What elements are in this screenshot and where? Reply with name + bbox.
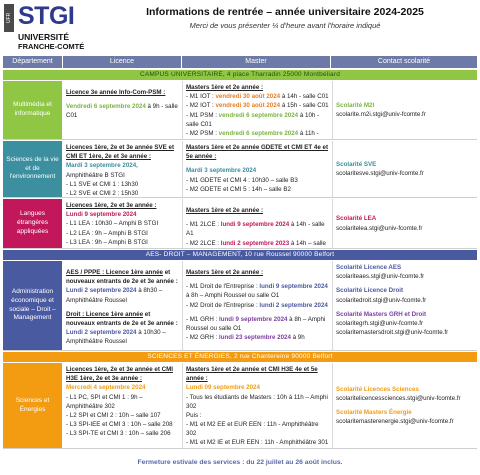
contact-name: Scolarité M2I <box>336 101 375 109</box>
licence-line: - L2 LEA : 9h – Amphi B STGI <box>66 229 148 237</box>
contact-name: Scolarité Masters GRH et Droit <box>336 310 427 318</box>
master-line-details: à 14h - salle A1 <box>186 221 325 238</box>
licence-aes-date: Lundi 2 septembre 2024 <box>66 287 137 295</box>
licence-droit-text: et nouveaux entrants de 2e et 3e année : <box>66 310 178 327</box>
master-title: Masters 1ère et 2e année et CMI H3E 4e et 5e année : <box>186 366 318 383</box>
contact-name: Scolarité Licences Sciences <box>336 385 419 393</box>
licence-aes-text: et nouveaux entrants de 2e et 3e année : <box>66 269 178 286</box>
master-line: - M1 GDETE et CMI 4 : 10h30 – salle B3 <box>186 176 298 184</box>
licence-droit-date: Lundi 2 septembre 2024 <box>66 329 137 337</box>
licence-droit-details: à 10h30 – Amphithéâtre Roussel <box>66 329 166 346</box>
contact-email-link[interactable]: scolaritelicencessciences.stgi@univ-fcomte.fr <box>336 394 461 402</box>
table-row-adm <box>3 261 477 351</box>
licence-details: à 9h - salle C01 <box>66 103 178 120</box>
section-band-energies: SCIENCES ET ÉNERGIES, 2 rue Chantereine 90000 Belfort <box>3 352 477 362</box>
licence-droit-title: Droit : Licence 1ère année <box>66 310 144 318</box>
licence-aes-title: AES / PPPE : Licence 1ère année <box>66 269 163 276</box>
master-line-label: - M1 IOT : <box>186 93 216 101</box>
licence-line: - L3 LEA : 9h – Amphi B STGI <box>66 238 148 246</box>
master-line-details: à 15h - salle C01 <box>280 102 329 110</box>
master-line-label: - M1 GRH : <box>186 315 220 323</box>
master-line-label: - M2 IOT : <box>186 102 216 110</box>
master-line-details: à 10h - salle C01 <box>186 111 320 128</box>
header <box>0 0 480 56</box>
master-line-details: à 8h – Amphi Roussel ou salle O1 <box>186 315 326 332</box>
master-date: Mardi 3 septembre 2024 <box>186 167 257 175</box>
contact-email-link[interactable]: scolarite.m2i.stgi@univ-fcomte.fr <box>336 111 426 118</box>
master-line-date: vendredi 6 septembre 2024 <box>218 111 299 119</box>
column-header-master: Master <box>182 56 330 68</box>
contact-email-link[interactable]: scolaritegrh.stgi@univ-fcomte.fr <box>336 319 424 327</box>
master-line-label: - M1 PSM : <box>186 111 219 119</box>
contact-name: Scolarité Masters Énergie <box>336 409 412 416</box>
master-title: Masters 1ère et 2e année GDETE et CMI ET 4e et 5e année : <box>186 144 329 161</box>
master-line-details: à 8h – Amphi Roussel ou salle O1 <box>186 292 280 300</box>
licence-line: - L1 PC, SPI et CMI 1 : 9h – Amphithéâtre 302 <box>66 393 143 410</box>
dept-cell-lea: Langues étrangères appliquées <box>3 199 62 248</box>
contact-cell-mmi <box>333 81 477 139</box>
contact-name: Scolarité Licence AES <box>336 264 402 271</box>
contact-cell-sve <box>333 141 477 197</box>
master-line-date: lundi 9 septembre 2024 <box>259 283 328 291</box>
master-line-date: vendredi 30 août 2024 <box>215 102 281 110</box>
master-line-date: lundi 23 septembre 2024 <box>219 334 291 342</box>
master-puis: Puis : <box>186 411 202 419</box>
master-line: - M1 et M2 EE et EUR EEN : 11h - Amphithéâtre 302 <box>186 421 319 438</box>
licence-line: - L1 SVE et CMI 1 : 13h30 <box>66 180 139 188</box>
licence-line: - L1 LEA : 10h30 – Amphi B STGI <box>66 220 159 228</box>
contact-cell-adm <box>333 261 477 350</box>
master-line-label: - M2 Droit de l'Entreprise : <box>186 301 260 309</box>
master-line-date: lundi 2 septembre 2023 <box>220 239 290 247</box>
licence-line: - L3 SPI-IEE et CMI 3 : 10h – salle 208 <box>66 421 173 429</box>
contact-email-link[interactable]: scolaritesve.stgi@univ-fcomte.fr <box>336 170 424 177</box>
dept-cell-sve: Sciences de la vie et de l'environnement <box>3 141 62 197</box>
licence-title: Licences 1ère, 2e et 3e année et CMI H3E 1ère, 2e et 3e année : <box>66 366 173 383</box>
contact-email-link[interactable]: scolaritedroit.stgi@univ-fcomte.fr <box>336 296 427 304</box>
licence-cell-mmi <box>63 81 182 139</box>
master-line-date: lundi 2 septembre 2024 <box>259 301 328 309</box>
master-date: Lundi 09 septembre 2024 <box>186 384 260 392</box>
master-title: Masters 1ère et 2e année : <box>186 269 264 276</box>
master-cell-lea <box>183 199 332 248</box>
licence-line: - L2 SVE et CMI 2 : 15h30 <box>66 189 139 197</box>
table-row-sve <box>3 141 477 198</box>
column-header-licence: Licence <box>63 56 181 68</box>
master-line-label: - M2 2LCE : <box>186 239 221 247</box>
master-line-details: à 14h - salle C01 <box>280 93 329 101</box>
master-cell-mmi <box>183 81 332 139</box>
master-cell-adm <box>183 261 332 350</box>
contact-email-link[interactable]: scolaritemasterenergie.stgi@univ-fcomte.fr <box>336 418 454 426</box>
logo-ufr: UFR <box>4 4 14 32</box>
licence-date: Mardi 3 septembre 2024, <box>66 162 138 170</box>
licence-title: Licences 1ère, 2e et 3e année SVE et CMI ET 1ère, 2e et 3e année : <box>66 144 175 161</box>
master-line-details: à 9h <box>290 334 305 342</box>
dept-cell-ene: Sciences et Énergies <box>3 363 62 448</box>
page-title: Informations de rentrée – année universitaire 2024-2025 <box>146 6 424 18</box>
table-row-ene <box>3 363 477 449</box>
licence-line: - L3 SPI-TE et CMI 3 : 10h – salle 206 <box>66 430 171 438</box>
dept-cell-mmi: Multimédia et informatique <box>3 81 62 139</box>
contact-name: Scolarité Licence Droit <box>336 287 404 295</box>
contact-email-link[interactable]: scolaritemastersdroit.stgi@univ-fcomte.fr <box>336 329 449 337</box>
column-header-departement: Département <box>3 56 62 68</box>
contact-email-link[interactable]: scolariteaes.stgi@univ-fcomte.fr <box>336 273 425 281</box>
contact-cell-ene <box>333 363 477 448</box>
master-line: - M2 GDETE et CMI 5 : 14h – salle B2 <box>186 185 291 193</box>
licence-place: Amphithéâtre B STGI <box>66 171 125 179</box>
master-line-date: lundi 9 septembre 2024 <box>220 221 290 229</box>
licence-cell-lea <box>63 199 182 248</box>
page-subtitle: Merci de vous présenter ¼ d'heure avant l'horaire indiqué <box>189 21 381 30</box>
footer-notice: Fermeture estivale des services : du 22 juillet au 26 août inclus. <box>137 459 343 466</box>
contact-name: Scolarité LEA <box>336 215 377 223</box>
licence-date: Vendredi 6 septembre 2024 <box>66 103 146 111</box>
column-header-contact: Contact scolarité <box>331 56 477 68</box>
licence-line: - L2 SPI et CMI 2 : 10h – salle 107 <box>66 411 161 419</box>
dept-cell-adm: Administration économique et sociale – Droit – Management <box>3 261 62 350</box>
master-title: Masters 1ère et 2e année : <box>186 207 264 214</box>
master-cell-sve <box>183 141 332 197</box>
university-logo <box>4 4 96 52</box>
master-line-date: vendredi 6 septembre 2024 <box>218 129 299 137</box>
licence-title: Licence 3e année Info-Com-PSM : <box>66 89 166 96</box>
logo-stgi: STGI <box>18 2 75 30</box>
licence-cell-adm <box>63 261 182 350</box>
master-line-label: - M2 PSM : <box>186 129 219 137</box>
table-row-lea <box>3 199 477 249</box>
master-line-label: - M1 Droit de l'Entreprise : <box>186 283 260 291</box>
master-intro: - Tous les étudiants de Masters : 10h à 11h – Amphi 302 <box>186 393 328 410</box>
master-cell-ene <box>183 363 332 448</box>
licence-cell-ene <box>63 363 182 448</box>
licence-title: Licences 1ère, 2e et 3e année : <box>66 202 157 209</box>
section-band-belfort: AES- DROIT – MANAGEMENT, 10 rue Roussel 90000 Belfort <box>3 250 477 260</box>
contact-name: Scolarité SVE <box>336 160 377 168</box>
master-line-details: à 14h – salle <box>290 239 326 247</box>
contact-email-link[interactable]: scolaritelea.stgi@univ-fcomte.fr <box>336 224 423 232</box>
table-row-mmi <box>3 81 477 140</box>
licence-cell-sve <box>63 141 182 197</box>
contact-cell-lea <box>333 199 477 248</box>
master-line-label: - M1 2LCE : <box>186 221 221 229</box>
master-line-details: à 11h - <box>299 129 319 137</box>
section-band-campus: CAMPUS UNIVERSITAIRE, 4 place Tharradin 25000 Montbéliard <box>3 70 477 80</box>
master-line-label: - M2 GRH : <box>186 334 220 342</box>
master-line: - M1 et M2 IE et EUR EEN : 11h - Amphithéâtre 301 <box>186 439 329 447</box>
licence-aes-details: à 8h30 – Amphithéâtre Roussel <box>66 287 163 304</box>
logo-franche-comte: FRANCHE-COMTÉ <box>18 42 85 51</box>
master-line-date: lundi 9 septembre 2024 <box>219 315 288 323</box>
licence-date: Mercredi 4 septembre 2024 <box>66 384 146 392</box>
master-line-date: vendredi 30 août 2024 <box>215 93 281 101</box>
master-title: Masters 1ère et 2e année : <box>186 84 264 91</box>
licence-date: Lundi 9 septembre 2024 <box>66 211 137 219</box>
logo-universite: UNIVERSITÉ <box>18 32 70 42</box>
